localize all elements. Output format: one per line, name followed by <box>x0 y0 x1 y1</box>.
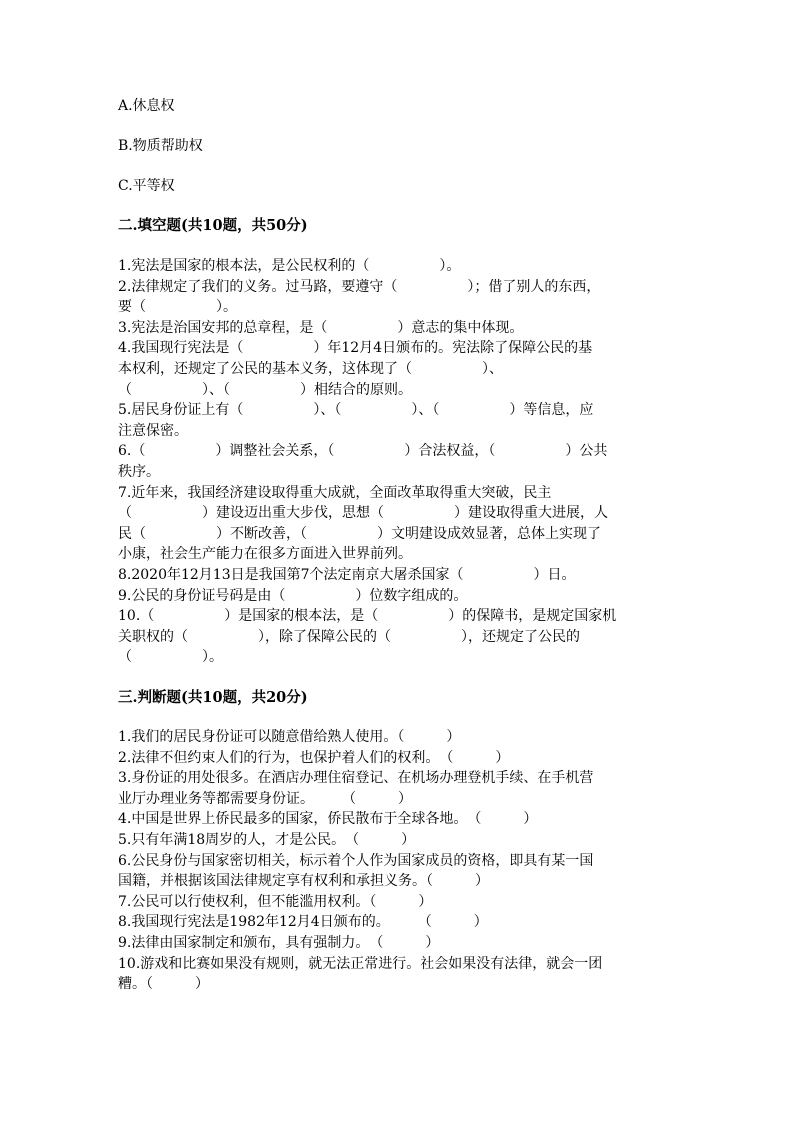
fill-blank-questions <box>118 256 678 668</box>
question-line: 9.公民的身份证号码是由（ ）位数字组成的。 <box>118 587 468 604</box>
question-line: 5.居民身份证上有（ ）、（ ）、（ ）等信息，应 <box>118 402 594 419</box>
question-line: 民（ ）不断改善，（ ）文明建设成效显著，总体上实现了 <box>118 525 601 542</box>
question-item <box>118 933 678 954</box>
question-line: 4.我国现行宪法是（ ）年12月4日颁布的。宪法除了保障公民的基 <box>118 340 593 357</box>
question-line: 4.中国是世界上侨民最多的国家，侨民散布于全球各地。 （ ） <box>118 811 538 828</box>
option-a: A.休息权 <box>118 98 175 114</box>
question-item <box>118 483 678 565</box>
question-line: 8.我国现行宪法是1982年12月4日颁布的。 （ ） <box>118 914 488 931</box>
question-line: 关职权的（ ），除了保障公民的（ ），还规定了公民的 <box>118 628 580 645</box>
question-item <box>118 954 678 995</box>
question-line: 2.法律不但约束人们的行为，也保护着人们的权利。 （ ） <box>118 749 510 766</box>
question-line: 6.公民身份与国家密切相关，标示着个人作为国家成员的资格，即具有某一国 <box>118 852 594 869</box>
question-item <box>118 565 678 586</box>
question-item <box>118 912 678 933</box>
question-item <box>118 338 678 400</box>
true-false-questions <box>118 727 678 995</box>
question-item <box>118 277 678 318</box>
question-line: 秩序。 <box>118 463 160 480</box>
question-line: 3.宪法是治国安邦的总章程，是（ ）意志的集中体现。 <box>118 319 524 336</box>
question-item <box>118 830 678 851</box>
question-line: （ ）、（ ）相结合的原则。 <box>118 381 412 398</box>
question-item <box>118 727 678 748</box>
question-item <box>118 400 678 441</box>
question-line: 注意保密。 <box>118 422 188 439</box>
question-item <box>118 809 678 830</box>
question-line: 糟。（ ） <box>118 976 209 993</box>
question-item <box>118 256 678 277</box>
question-line: 1.我们的居民身份证可以随意借给熟人使用。（ ） <box>118 729 461 745</box>
question-line: （ ）建设迈出重大步伐，思想（ ）建设取得重大进展，人 <box>118 505 608 522</box>
question-line: 8.2020年12月13日是我国第7个法定南京大屠杀国家（ ）日。 <box>118 566 576 583</box>
question-item <box>118 892 678 913</box>
question-item <box>118 606 678 668</box>
question-line: 国籍，并根据该国法律规定享有权利和承担义务。（ ） <box>118 873 489 890</box>
question-item <box>118 441 678 482</box>
question-line: 业厅办理业务等都需要身份证。 （ ） <box>118 790 412 807</box>
question-item <box>118 851 678 892</box>
question-line: 7.近年来，我国经济建设取得重大成就，全面改革取得重大突破，民主 <box>118 484 552 501</box>
question-line: 5.只有年满18周岁的人，才是公民。 （ ） <box>118 831 416 848</box>
question-item <box>118 318 678 339</box>
question-item <box>118 748 678 769</box>
question-item <box>118 586 678 607</box>
question-line: 2.法律规定了我们的义务。过马路，要遵守（ ）；借了别人的东西， <box>118 278 601 295</box>
question-line: 10.游戏和比赛如果没有规则，就无法正常进行。社会如果没有法律，就会一团 <box>118 955 603 972</box>
question-item <box>118 768 678 809</box>
question-line: 小康，社会生产能力在很多方面进入世界前列。 <box>118 546 412 563</box>
option-c: C.平等权 <box>118 178 175 194</box>
question-line: 本权利，还规定了公民的基本义务，这体现了（ ）、 <box>118 360 503 377</box>
question-line: 6.（ ）调整社会关系，（ ）合法权益，（ ）公共 <box>118 443 608 460</box>
question-line: 1.宪法是国家的根本法，是公民权利的（ ）。 <box>118 258 461 274</box>
question-line: 10.（ ）是国家的根本法，是（ ）的保障书，是规定国家机 <box>118 608 617 625</box>
question-line: （ ）。 <box>118 649 223 666</box>
section-heading-fill-blank: 二.填空题(共10题，共50分) <box>118 217 308 234</box>
section-heading-true-false: 三.判断题(共10题，共20分) <box>118 689 308 706</box>
question-line: 7.公民可以行使权利，但不能滥用权利。（ ） <box>118 893 433 910</box>
question-line: 要（ ）。 <box>118 299 237 316</box>
option-b: B.物质帮助权 <box>118 138 203 154</box>
question-line: 9.法律由国家制定和颁布，具有强制力。 （ ） <box>118 934 440 951</box>
question-line: 3.身份证的用处很多。在酒店办理住宿登记、在机场办理登机手续、在手机营 <box>118 770 594 787</box>
